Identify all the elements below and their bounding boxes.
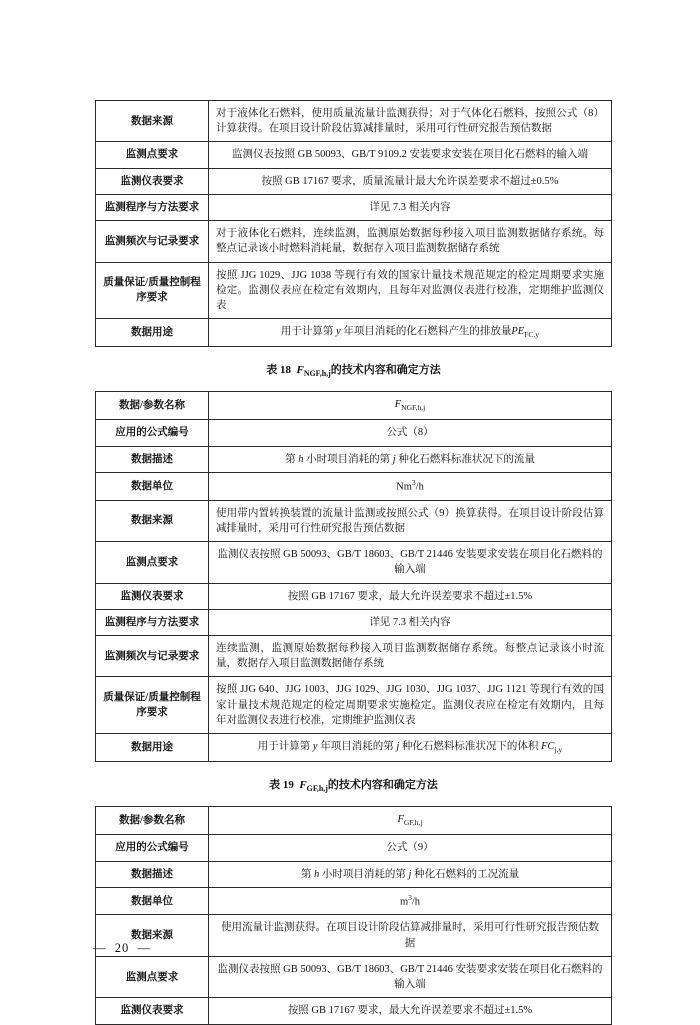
table-row bbox=[96, 635, 612, 676]
table-18-caption: 表 18 $F_{NGF,h,j}$的技术内容和确定方法 bbox=[266, 364, 441, 379]
row-label: 数据/参数名称 bbox=[96, 807, 209, 835]
row-value: 对于液体化石燃料，连续监测，监测原始数据每秒接入项目监测数据储存系统。每整点记录该小时燃料消耗量，数据存入项目监测数据储存系统 bbox=[209, 221, 612, 262]
table-row bbox=[96, 500, 612, 541]
table-row bbox=[96, 194, 612, 220]
table-row bbox=[96, 542, 612, 583]
row-value: 按照 JJG 1029、JJG 1038 等现行有效的国家计量技术规范规定的检定周期要求实施检定。监测仪表应在检定有效期内，且每年对监测仪表进行校准，定期维护监测仪表 bbox=[209, 262, 612, 319]
table-row bbox=[96, 583, 612, 609]
row-label: 数据描述 bbox=[96, 861, 209, 887]
table-row bbox=[96, 807, 612, 835]
table-row bbox=[96, 420, 612, 446]
table-row bbox=[96, 861, 612, 887]
table-row bbox=[96, 319, 612, 347]
row-label: 质量保证/质量控制程序要求 bbox=[96, 262, 209, 319]
row-label: 质量保证/质量控制程序要求 bbox=[96, 677, 209, 734]
row-value: 连续监测，监测原始数据每秒接入项目监测数据储存系统。每整点记录该小时流量，数据存入项目监测数据储存系统 bbox=[209, 635, 612, 676]
row-label: 监测仪表要求 bbox=[96, 998, 209, 1024]
row-value: 按照 GB 17167 要求，最大允许误差要求不超过±1.5% bbox=[209, 583, 612, 609]
table-19-caption: 表 19 $F_{GF,h,j}$的技术内容和确定方法 bbox=[269, 779, 438, 794]
row-value: 公式（9） bbox=[209, 835, 612, 861]
row-value: 使用带内置转换装置的流量计监测或按照公式（9）换算获得。在项目设计阶段估算减排量时，采用可行性研究报告预估数据 bbox=[209, 500, 612, 541]
row-label: 数据来源 bbox=[96, 915, 209, 956]
table-row bbox=[96, 142, 612, 168]
row-label: 应用的公式编号 bbox=[96, 835, 209, 861]
row-value: 使用流量计监测获得。在项目设计阶段估算减排量时，采用可行性研究报告预估数据 bbox=[209, 915, 612, 956]
page-number: — 20 — bbox=[93, 941, 151, 955]
row-value: 公式（8） bbox=[209, 420, 612, 446]
row-label: 数据/参数名称 bbox=[96, 392, 209, 420]
spec-table-fossil-fuel bbox=[95, 100, 612, 347]
row-value: 第 h 小时项目消耗的第 j 种化石燃料标准状况下的流量 bbox=[209, 446, 612, 472]
row-label: 应用的公式编号 bbox=[96, 420, 209, 446]
table-row bbox=[96, 262, 612, 319]
row-value: 按照 GB 17167 要求，质量流量计最大允许误差要求不超过±0.5% bbox=[209, 168, 612, 194]
document-content bbox=[95, 100, 612, 1025]
row-value: $m^3/h$ bbox=[209, 887, 612, 915]
table-row bbox=[96, 221, 612, 262]
row-value: 监测仪表按照 GB 50093、GB/T 9109.2 安装要求安装在项目化石燃料的输入端 bbox=[209, 142, 612, 168]
row-label: 监测点要求 bbox=[96, 142, 209, 168]
table-row bbox=[96, 835, 612, 861]
spec-table-f-gf bbox=[95, 806, 612, 1024]
row-label: 监测频次与记录要求 bbox=[96, 635, 209, 676]
row-label: 监测点要求 bbox=[96, 956, 209, 997]
row-value: 监测仪表按照 GB 50093、GB/T 18603、GB/T 21446 安装要求安装在项目化石燃料的输入端 bbox=[209, 542, 612, 583]
row-value: 第 h 小时项目消耗的第 j 种化石燃料的工况流量 bbox=[209, 861, 612, 887]
row-value: 按照 JJG 640、JJG 1003、JJG 1029、JJG 1030、JJG 1037、JJG 1121 等现行有效的国家计量技术规范规定的检定周期要求实施检定。监测仪表应在检定有效期内，且每年对监测仪表进行校准，定期维护监测仪表 bbox=[209, 677, 612, 734]
row-label: 监测仪表要求 bbox=[96, 583, 209, 609]
row-value: 详见 7.3 相关内容 bbox=[209, 194, 612, 220]
row-label: 数据用途 bbox=[96, 319, 209, 347]
row-value: 对于液体化石燃料，使用质量流量计监测获得；对于气体化石燃料，按照公式（8）计算获得。在项目设计阶段估算减排量时，采用可行性研究报告预估数据 bbox=[209, 101, 612, 142]
row-value: 按照 GB 17167 要求，最大允许误差要求不超过±1.5% bbox=[209, 998, 612, 1024]
row-label: 数据来源 bbox=[96, 101, 209, 142]
row-label: 数据用途 bbox=[96, 734, 209, 762]
row-value: 详见 7.3 相关内容 bbox=[209, 609, 612, 635]
spec-table-f-ngf bbox=[95, 391, 612, 762]
row-value: 用于计算第 y 年项目消耗的化石燃料产生的排放量$PE_{FC,y}$ bbox=[209, 319, 612, 347]
table-row bbox=[96, 609, 612, 635]
row-label: 监测程序与方法要求 bbox=[96, 609, 209, 635]
row-label: 数据描述 bbox=[96, 446, 209, 472]
table-row bbox=[96, 998, 612, 1024]
row-value: Nm$^3$/h bbox=[209, 472, 612, 500]
table-row bbox=[96, 887, 612, 915]
row-label: 监测点要求 bbox=[96, 542, 209, 583]
table-row bbox=[96, 472, 612, 500]
row-label: 数据单位 bbox=[96, 887, 209, 915]
table-row bbox=[96, 392, 612, 420]
row-label: 监测程序与方法要求 bbox=[96, 194, 209, 220]
row-value: 用于计算第 y 年项目消耗的第 j 种化石燃料标准状况下的体积 $FC_{j,y}$ bbox=[209, 734, 612, 762]
row-value: $F_{GF,h,j}$ bbox=[209, 807, 612, 835]
table-row bbox=[96, 956, 612, 997]
row-label: 监测仪表要求 bbox=[96, 168, 209, 194]
table-row bbox=[96, 101, 612, 142]
row-value: 监测仪表按照 GB 50093、GB/T 18603、GB/T 21446 安装要求安装在项目化石燃料的输入端 bbox=[209, 956, 612, 997]
table-row bbox=[96, 677, 612, 734]
table-row bbox=[96, 168, 612, 194]
row-label: 数据单位 bbox=[96, 472, 209, 500]
row-label: 监测频次与记录要求 bbox=[96, 221, 209, 262]
row-value: $F_{NGF,h,j}$ bbox=[209, 392, 612, 420]
table-row bbox=[96, 915, 612, 956]
row-label: 数据来源 bbox=[96, 500, 209, 541]
table-row bbox=[96, 734, 612, 762]
table-row bbox=[96, 446, 612, 472]
